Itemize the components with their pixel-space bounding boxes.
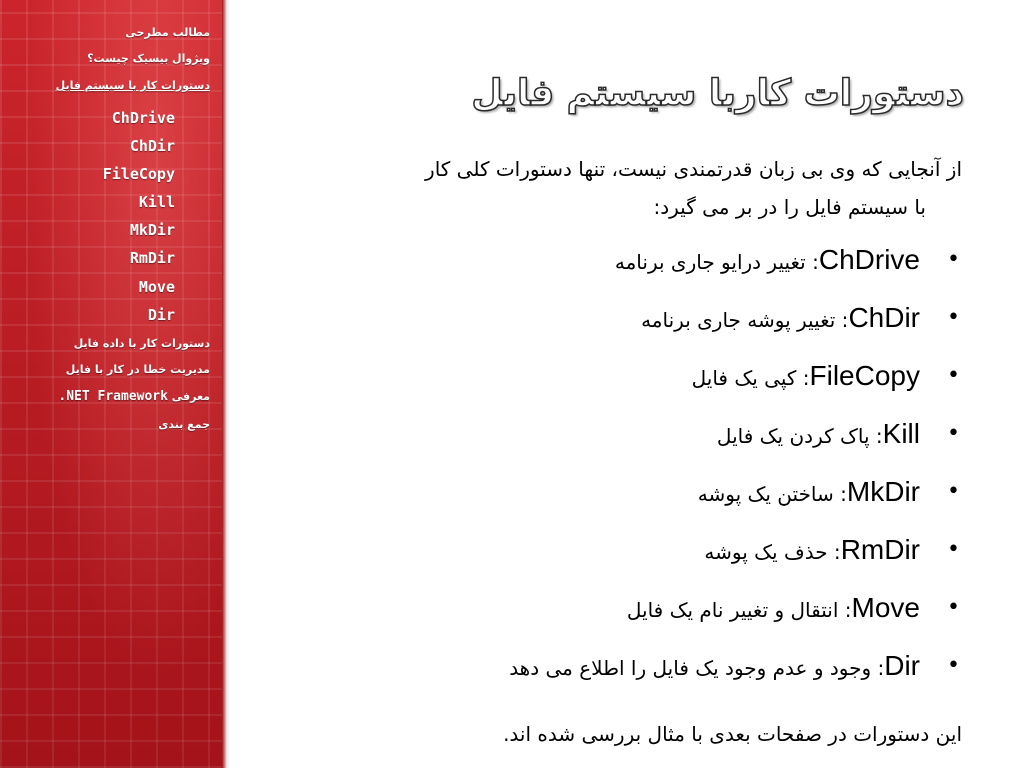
command-description: کپی یک فایل bbox=[691, 366, 797, 390]
command-name: Dir bbox=[884, 650, 920, 681]
intro-line-2: با سیستم فایل را در بر می گیرد: bbox=[653, 195, 926, 219]
command-description: تغییر درایو جاری برنامه bbox=[614, 250, 806, 274]
sidebar-subitem-move[interactable]: Move bbox=[138, 278, 175, 296]
sidebar-divider bbox=[222, 0, 230, 768]
command-separator: : bbox=[869, 424, 883, 448]
command-description: ساختن یک پوشه bbox=[697, 482, 834, 506]
command-separator: : bbox=[827, 540, 841, 564]
command-item-dir bbox=[240, 644, 962, 702]
sidebar-item-file-system-commands[interactable]: دستورات کار با سیستم فایل bbox=[55, 79, 210, 92]
command-description: وجود و عدم وجود یک فایل را اطلاع می دهد bbox=[509, 656, 872, 680]
command-item-rmdir bbox=[240, 528, 962, 586]
slide-body bbox=[240, 150, 962, 702]
command-name: MkDir bbox=[846, 476, 920, 507]
outro-text: این دستورات در صفحات بعدی با مثال بررسی شده اند. bbox=[503, 722, 962, 746]
bullet-icon: • bbox=[947, 363, 960, 388]
command-separator: : bbox=[835, 308, 849, 332]
command-item-mkdir bbox=[240, 470, 962, 528]
command-description: پاک کردن یک فایل bbox=[716, 424, 870, 448]
bullet-icon: • bbox=[947, 537, 960, 562]
slide-title: دستورات کاربا سیستم فایل bbox=[471, 73, 964, 114]
bullet-icon: • bbox=[947, 305, 960, 330]
command-name: RmDir bbox=[840, 534, 920, 565]
command-item-filecopy bbox=[240, 354, 962, 412]
sidebar-item-topics[interactable]: مطالب مطرحی bbox=[125, 26, 210, 39]
sidebar-subitem-kill[interactable]: Kill bbox=[138, 193, 175, 211]
command-separator: : bbox=[833, 482, 847, 506]
sidebar-item-net-framework[interactable] bbox=[10, 388, 210, 406]
command-separator: : bbox=[838, 598, 852, 622]
command-item-move bbox=[240, 586, 962, 644]
command-separator: : bbox=[805, 250, 819, 274]
command-list bbox=[240, 238, 962, 702]
command-name: Kill bbox=[882, 418, 920, 449]
sidebar-subitem-filecopy[interactable]: FileCopy bbox=[102, 165, 175, 183]
command-name: Move bbox=[851, 592, 920, 623]
sidebar-item-error-handling[interactable]: مدیریت خطا در کار با فایل bbox=[65, 363, 210, 376]
command-name: FileCopy bbox=[809, 360, 920, 391]
intro-text bbox=[240, 150, 962, 226]
sidebar-item-summary[interactable]: جمع بندی bbox=[158, 418, 210, 431]
command-separator: : bbox=[871, 656, 885, 680]
sidebar-subitem-mkdir[interactable]: MkDir bbox=[129, 221, 175, 239]
sidebar-item-what-is-vb[interactable]: ویژوال بیسیک چیست؟ bbox=[87, 52, 210, 65]
sidebar-item-net-framework-label: معرفی bbox=[171, 390, 210, 403]
command-item-chdrive bbox=[240, 238, 962, 296]
bullet-icon: • bbox=[947, 421, 960, 446]
sidebar-subitem-chdir[interactable]: ChDir bbox=[129, 137, 175, 155]
command-item-kill bbox=[240, 412, 962, 470]
sidebar-subitem-dir[interactable]: Dir bbox=[147, 306, 175, 324]
sidebar-item-net-framework-suffix: .NET Framework bbox=[58, 389, 168, 404]
bullet-icon: • bbox=[947, 653, 960, 678]
command-description: تغییر پوشه جاری برنامه bbox=[641, 308, 836, 332]
command-description: حذف یک پوشه bbox=[704, 540, 828, 564]
sidebar-subitem-rmdir[interactable]: RmDir bbox=[129, 249, 175, 267]
intro-line-1: از آنجایی که وی بی زبان قدرتمندی نیست، تنها دستورات کلی کار bbox=[425, 157, 962, 181]
command-name: ChDrive bbox=[818, 244, 920, 275]
bullet-icon: • bbox=[947, 595, 960, 620]
command-item-chdir bbox=[240, 296, 962, 354]
bullet-icon: • bbox=[947, 479, 960, 504]
bullet-icon: • bbox=[947, 247, 960, 272]
sidebar-item-file-data-commands[interactable]: دستورات کار با داده فایل bbox=[73, 337, 210, 350]
sidebar-subitem-chdrive[interactable]: ChDrive bbox=[111, 109, 175, 127]
command-name: ChDir bbox=[848, 302, 920, 333]
command-description: انتقال و تغییر نام یک فایل bbox=[626, 598, 839, 622]
command-separator: : bbox=[796, 366, 810, 390]
